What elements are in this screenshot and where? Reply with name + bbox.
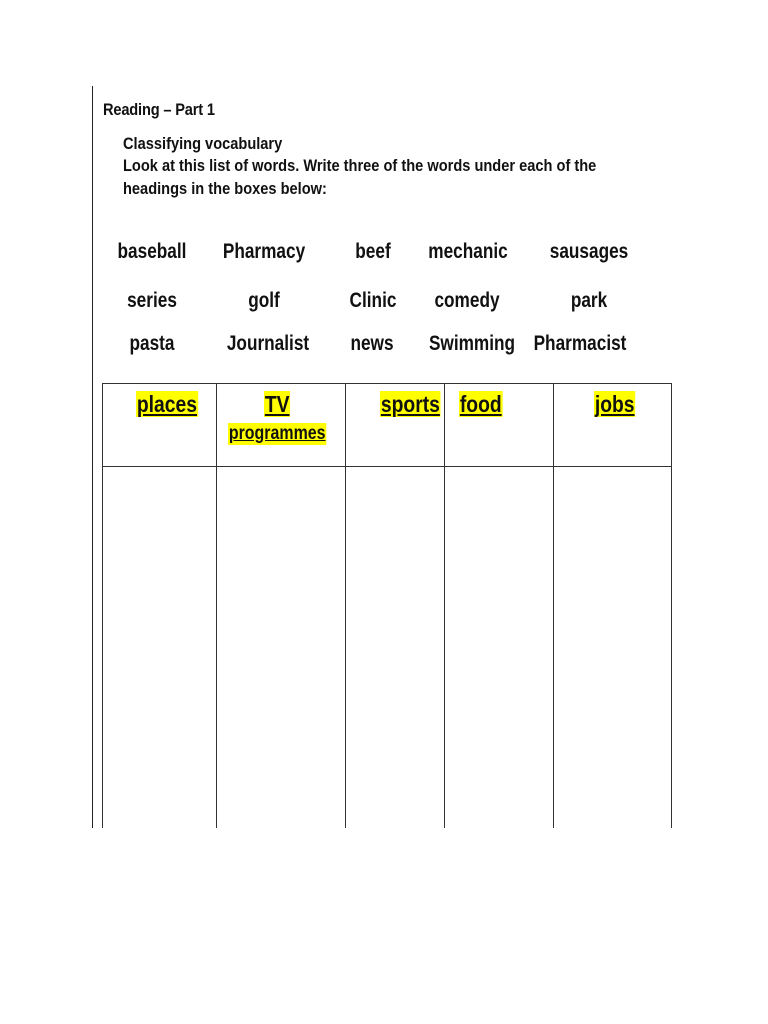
word-series: series	[127, 289, 177, 312]
table-top-border	[102, 383, 672, 384]
instructions-line-2: headings in the boxes below:	[123, 179, 327, 198]
header-programmes: programmes	[228, 423, 326, 444]
table-right-border	[671, 383, 672, 828]
header-food: food	[459, 391, 502, 417]
word-swimming: Swimming	[428, 332, 516, 355]
answer-cell-sports[interactable]	[346, 467, 444, 828]
page-title: Reading – Part 1	[103, 100, 215, 119]
word-golf: golf	[248, 289, 280, 312]
answer-cell-places[interactable]	[103, 467, 216, 828]
answer-cell-food[interactable]	[445, 467, 553, 828]
word-pasta: pasta	[129, 332, 175, 355]
word-news: news	[350, 332, 394, 355]
word-beef: beef	[355, 240, 391, 263]
classification-table	[102, 383, 672, 828]
left-margin-rule	[92, 86, 93, 828]
answer-cell-jobs[interactable]	[554, 467, 671, 828]
answer-cell-tv-programmes[interactable]	[217, 467, 345, 828]
word-journalist: Journalist	[226, 332, 310, 355]
word-baseball: baseball	[117, 240, 187, 263]
word-park: park	[570, 289, 608, 312]
instructions-line-1: Look at this list of words. Write three of the words under each of the	[123, 156, 597, 175]
word-clinic: Clinic	[349, 289, 397, 312]
header-tv: TV	[264, 391, 290, 417]
word-mechanic: mechanic	[428, 240, 508, 263]
header-sports: sports	[380, 391, 440, 417]
word-pharmacist: Pharmacist	[533, 332, 627, 355]
section-subtitle: Classifying vocabulary	[123, 134, 283, 153]
word-comedy: comedy	[434, 289, 500, 312]
header-places: places	[136, 391, 197, 417]
header-jobs: jobs	[594, 391, 635, 417]
word-pharmacy: Pharmacy	[222, 240, 306, 263]
word-sausages: sausages	[549, 240, 629, 263]
